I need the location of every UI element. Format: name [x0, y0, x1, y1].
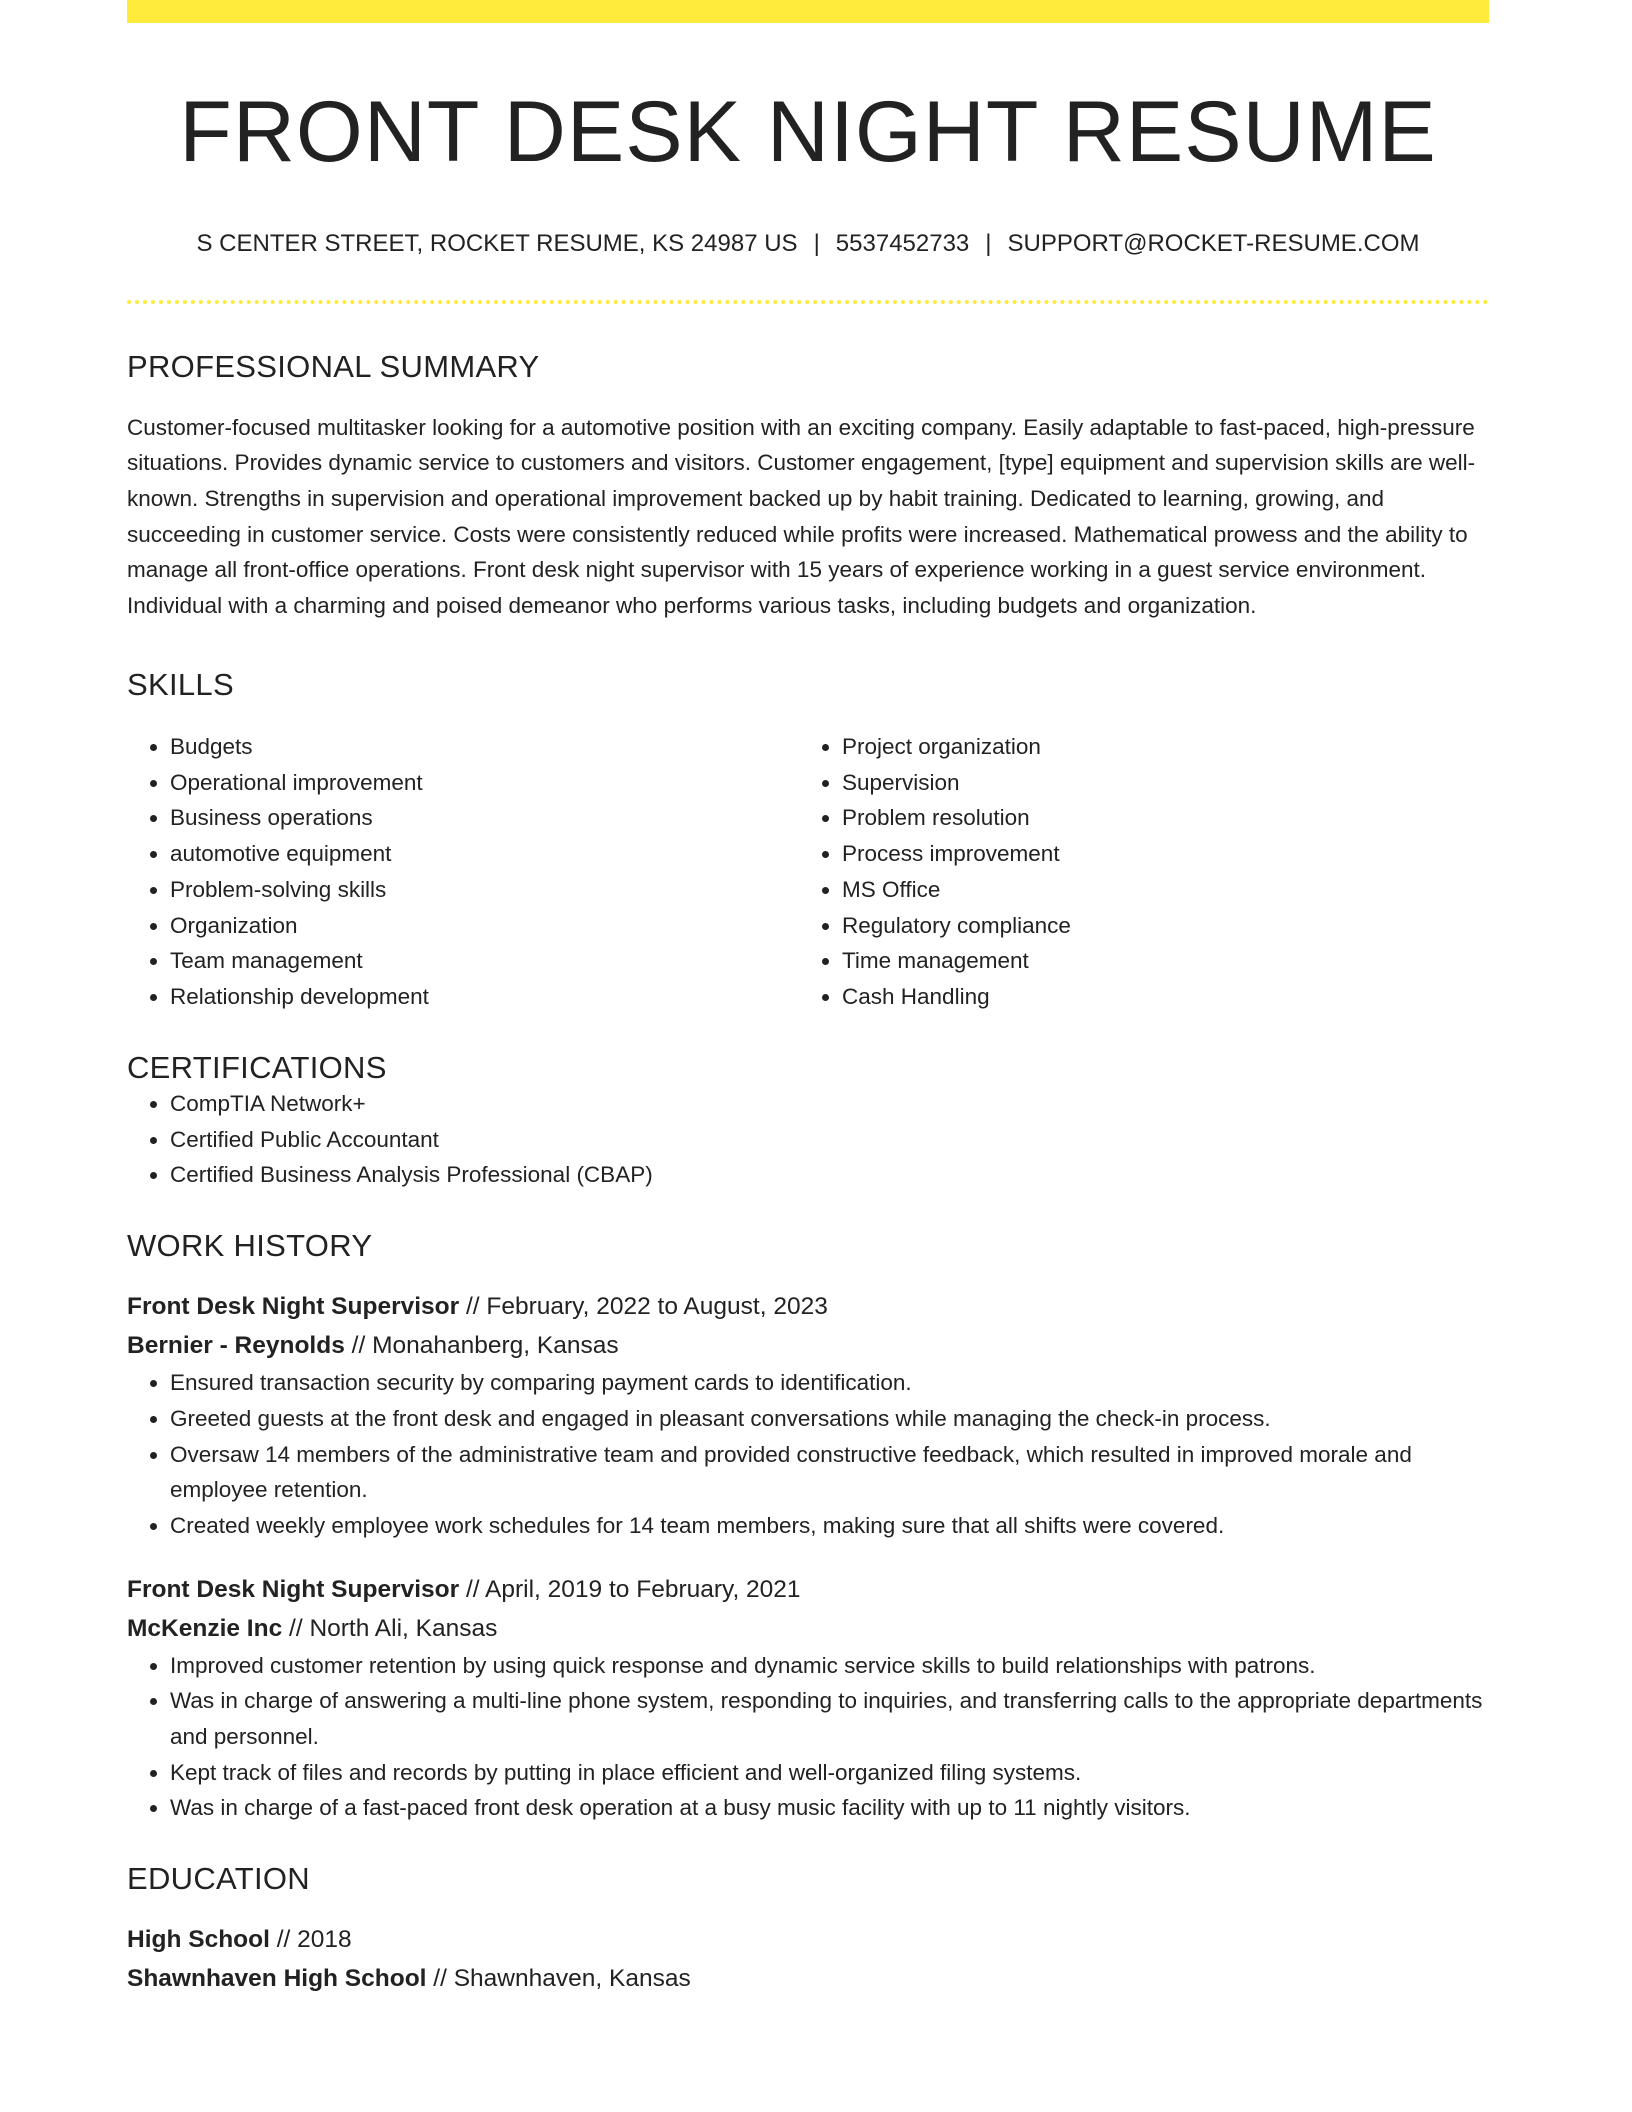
contact-address: S CENTER STREET, ROCKET RESUME, KS 24987 US [196, 229, 798, 257]
skill-item: • automotive equipment [170, 836, 799, 872]
education-heading: EDUCATION [127, 1861, 310, 1897]
certification-item: • CompTIA Network+ [170, 1086, 1489, 1122]
skills-list-right [799, 729, 1471, 1015]
education-degree: High School [127, 1926, 270, 1954]
skill-item: • Operational improvement [170, 765, 799, 801]
job-entry [127, 1570, 1489, 1827]
job-duties-list [127, 1365, 1489, 1544]
education-school-line [127, 1959, 1489, 1998]
skill-item: • Cash Handling [842, 979, 1471, 1015]
contact-phone: 5537452733 [835, 229, 970, 257]
skill-item: • Time management [842, 943, 1471, 979]
skill-item: • Problem-solving skills [170, 872, 799, 908]
skill-item: • Project organization [842, 729, 1471, 765]
job-location: // North Ali, Kansas [282, 1614, 498, 1642]
skills-heading: SKILLS [127, 666, 234, 702]
job-title-line [127, 1287, 1489, 1326]
job-company: McKenzie Inc [127, 1614, 283, 1642]
contact-email[interactable]: SUPPORT@ROCKET-RESUME.COM [1007, 229, 1420, 257]
skills-column-left [127, 729, 799, 1015]
job-duties-list [127, 1648, 1489, 1827]
job-company-line [127, 1326, 1489, 1365]
skill-item: • Process improvement [842, 836, 1471, 872]
education-year: // 2018 [269, 1926, 352, 1954]
skill-item: • Team management [170, 943, 799, 979]
skill-item: • Relationship development [170, 979, 799, 1015]
contact-line [127, 230, 1489, 259]
skills-grid [127, 729, 1489, 1015]
dotted-divider [127, 300, 1489, 304]
job-duty-item: • Improved customer retention by using quick response and dynamic service skills to build relationships with patrons. [170, 1648, 1489, 1684]
job-duty-item: • Was in charge of a fast-paced front desk operation at a busy music facility with up to 11 nightly visitors. [170, 1790, 1489, 1826]
job-entry [127, 1287, 1489, 1544]
education-school: Shawnhaven High School [127, 1965, 427, 1993]
skill-item: • Regulatory compliance [842, 908, 1471, 944]
skill-item: • Budgets [170, 729, 799, 765]
education-degree-line [127, 1920, 1489, 1959]
accent-top-bar [127, 0, 1489, 23]
job-title-line [127, 1570, 1489, 1609]
work-history-heading: WORK HISTORY [127, 1227, 373, 1263]
skill-item: • Business operations [170, 800, 799, 836]
certifications-list [127, 1086, 1489, 1193]
skill-item: • Problem resolution [842, 800, 1471, 836]
resume-name: FRONT DESK NIGHT RESUME [179, 84, 1437, 180]
skill-item: • MS Office [842, 872, 1471, 908]
resume-page [127, 0, 1489, 1998]
certifications-heading: CERTIFICATIONS [127, 1049, 387, 1085]
job-duty-item: • Kept track of files and records by putting in place efficient and well-organized filing systems. [170, 1755, 1489, 1791]
skills-list-left [127, 729, 799, 1015]
certification-item: • Certified Business Analysis Professional (CBAP) [170, 1157, 1489, 1193]
job-duty-item: • Was in charge of answering a multi-line phone system, responding to inquiries, and transferring calls to the appropriate departments and personnel. [170, 1683, 1489, 1754]
job-duty-item: • Greeted guests at the front desk and engaged in pleasant conversations while managing the check-in process. [170, 1401, 1489, 1437]
job-duty-item: • Ensured transaction security by comparing payment cards to identification. [170, 1365, 1489, 1401]
job-company: Bernier - Reynolds [127, 1332, 345, 1360]
certification-item: • Certified Public Accountant [170, 1122, 1489, 1158]
summary-heading: PROFESSIONAL SUMMARY [127, 349, 540, 385]
job-location: // Monahanberg, Kansas [344, 1332, 619, 1360]
skill-item: • Organization [170, 908, 799, 944]
education-entry [127, 1920, 1489, 1998]
job-dates: // February, 2022 to August, 2023 [459, 1293, 828, 1321]
job-company-line [127, 1609, 1489, 1648]
job-title: Front Desk Night Supervisor [127, 1293, 460, 1321]
skill-item: • Supervision [842, 765, 1471, 801]
education-location: // Shawnhaven, Kansas [426, 1965, 691, 1993]
job-duty-item: • Oversaw 14 members of the administrative team and provided constructive feedback, which resulted in improved morale and employee retention. [170, 1437, 1489, 1508]
skills-column-right [799, 729, 1471, 1015]
job-duty-item: • Created weekly employee work schedules for 14 team members, making sure that all shifts were covered. [170, 1508, 1489, 1544]
summary-text: Customer-focused multitasker looking for a automotive position with an exciting company. Easily adaptable to fast-paced, high-pressure situations. Provides dynamic service to customers and visitors. Customer engagement, [type] equipment and supervision skills are well-known. Strengths in supervision and operational improvement backed up by habit training. Dedicated to learning, growing, and succeeding in customer service. Costs were consistently reduced while profits were increased. Mathematical prowess and the ability to manage all front-office operations. Front desk night supervisor with 15 years of experience working in a guest service environment. Individual with a charming and poised demeanor who performs various tasks, including budgets and organization. [127, 414, 1476, 619]
contact-separator: | [813, 229, 820, 257]
job-title: Front Desk Night Supervisor [127, 1575, 460, 1603]
contact-separator: | [985, 229, 992, 257]
job-dates: // April, 2019 to February, 2021 [459, 1575, 801, 1603]
